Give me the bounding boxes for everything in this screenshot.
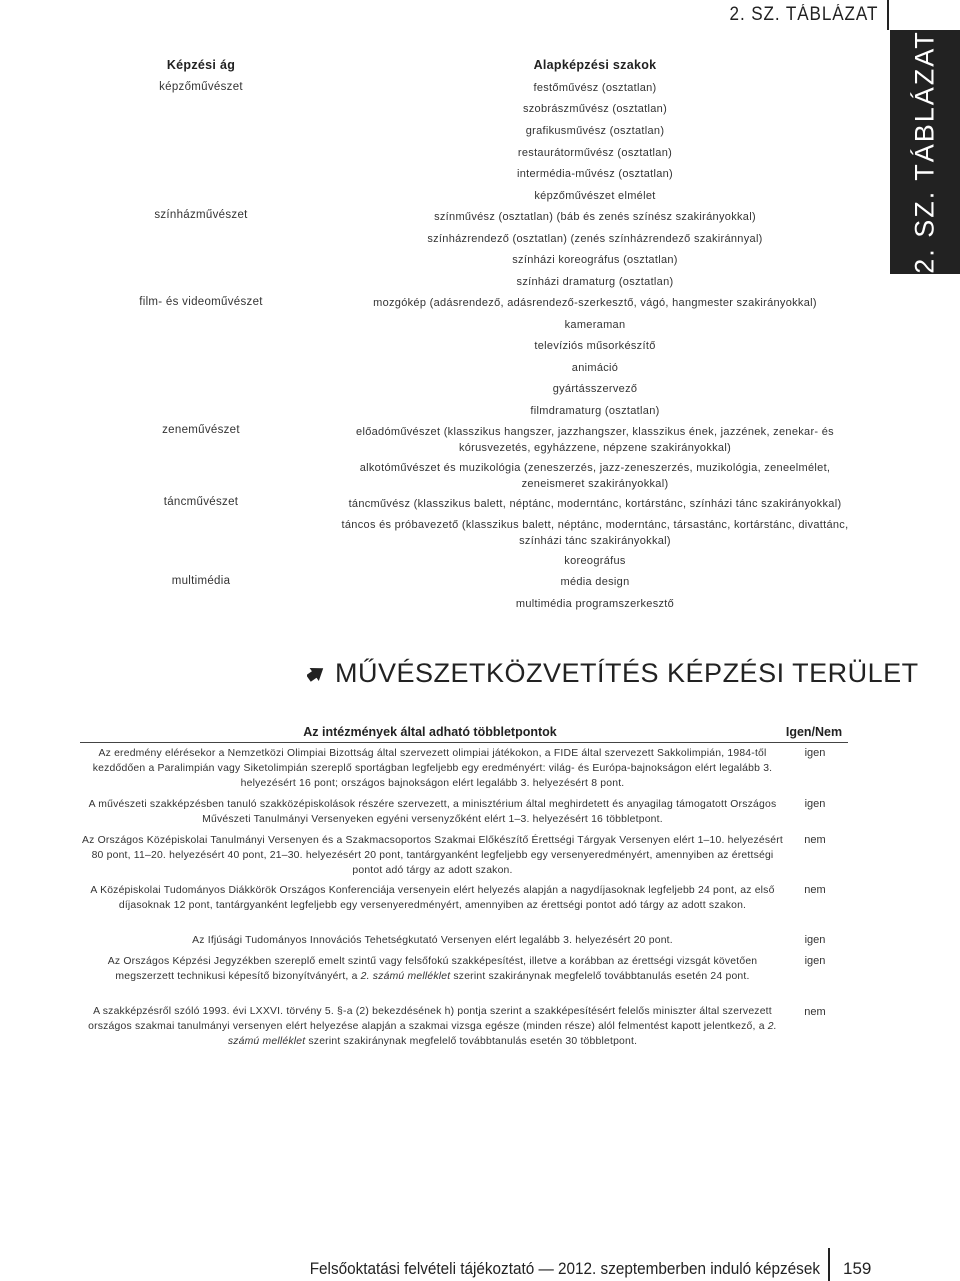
program-item: intermédia-művész (osztatlan) (516, 168, 674, 180)
program-item: szobrászművész (osztatlan) (522, 103, 668, 115)
table-row-value: igen (804, 934, 826, 946)
table-label: 2. SZ. TÁBLÁZAT (729, 4, 878, 25)
arrow-icon (307, 663, 327, 687)
program-item: animáció (571, 362, 619, 374)
program-item: gyártásszervező (552, 383, 638, 395)
table-row-value: nem (804, 834, 826, 846)
table-row-text: Az eredmény elérésekor a Nemzetközi Olimpiai Bizottság által szervezett olimpiai játékokon, a FIDE által szervezett Sakkolimpián, 1984-től kezdődően a Paralimpián vagy Siketolimpián szereplő sportágban legfeljebb egy eredményért: világ- és Európa-bajnokságon elért legalább 3. helyezésért 16 pont; országos bajnokságon elért legalább 3. helyezésért 8 pont. (92, 748, 773, 789)
annex-reference: 2. számú melléklet (360, 971, 451, 982)
program-item: színházi koreográfus (osztatlan) (512, 254, 678, 266)
category-item: film- és videoművészet (139, 296, 263, 308)
program-item: előadóművészet (klasszikus hangszer, jazzhangszer, klasszikus ének, jazzének, zenekar- és kórusvezetés, egyházzene, népzene szakirányokkal) (356, 426, 834, 454)
category-item: színházművészet (154, 209, 248, 221)
table-row-text-part: szerint szakiránynak megfelelő továbbtanulás esetén 30 többletpont. (305, 1036, 638, 1047)
footer-divider (828, 1248, 830, 1281)
program-item: média design (560, 576, 630, 588)
program-item: táncművész (klasszikus balett, néptánc, moderntánc, kortárstánc, színházi tánc szakirányokkal) (348, 498, 842, 510)
program-item: festőművész (osztatlan) (533, 82, 657, 94)
annex-reference: 2. számú melléklet (227, 1021, 777, 1047)
program-item: színházrendező (osztatlan) (zenés színházrendező szakiránnyal) (427, 233, 763, 245)
side-tab-label: 2. SZ. TÁBLÁZAT (909, 30, 940, 274)
table-row-value: igen (804, 747, 826, 759)
table-row-text (80, 1004, 785, 1049)
table-row-text: Az Ifjúsági Tudományos Innovációs Tehetségkutató Versenyen elért legalább 3. helyezésért 20 pont. (192, 935, 673, 946)
program-item: televíziós műsorkészítő (534, 340, 656, 352)
table-row-text-part: szerint szakiránynak megfelelő továbbtanulás esetén 24 pont. (450, 971, 750, 982)
program-item: képzőművészet elmélet (534, 190, 656, 202)
table-row-text: Az Országos Középiskolai Tanulmányi Versenyen és a Szakmacsoportos Szakmai Előkészítő Érettségi Tárgyak Versenyen elért 1–10. helyezésért 80 pont, 11–20. helyezésért 40 pont, 21–30. helyezésért 20 pont, tantárgyanként legfeljebb egy versenyeredményért, amennyiben az érettségi pontot adó tárgy az adott szakon. (81, 835, 783, 876)
program-column-header: Alapképzési szakok (533, 58, 657, 72)
header-divider (887, 0, 889, 30)
program-item: koreográfus (564, 555, 626, 567)
category-item: táncművészet (163, 496, 239, 508)
table-row-text: A művészeti szakképzésben tanuló szakközépiskolások részére szervezett, a minisztérium által meghirdetett és anyagilag támogatott Országos Művészeti Tanulmányi Versenyeken egyéni versenyzőként elért 1–3. helyezésért 16 többletpont. (88, 799, 777, 825)
table-row-value: igen (804, 955, 826, 967)
section-title: MŰVÉSZETKÖZVETÍTÉS KÉPZÉSI TERÜLET (335, 658, 919, 688)
program-item: színházi dramaturg (osztatlan) (516, 276, 674, 288)
category-item: multimédia (171, 575, 231, 587)
program-item: kameraman (564, 319, 626, 331)
table-row-text: A Középiskolai Tudományos Diákkörök Országos Konferenciája versenyein elért helyezés alapján a nagydíjasoknak legfeljebb 24 pont, az első díjasoknak 12 pont, tantárgyanként legfeljebb egy versenyeredményért, amennyiben az érettségi pontot adó tárgy az adott szakon. (90, 885, 775, 911)
table-row-text-part: A szakképzésről szóló 1993. évi LXXVI. törvény 5. §-a (2) bekezdésének h) pontja szerint a szakképesítésért felelős miniszter által szervezett országos szakmai tanulmányi versenyen elért helyezése alapján a szakmai vizsga egésze (minden része) alól felmentést kapott jelentkező, a (88, 1006, 772, 1032)
table-header-divider (80, 742, 848, 743)
category-column-header: Képzési ág (166, 58, 236, 72)
program-item: multimédia programszerkesztő (515, 598, 675, 610)
program-item: filmdramaturg (osztatlan) (530, 405, 660, 417)
table-row-text (80, 954, 785, 984)
footer-title: Felsőoktatási felvételi tájékoztató — 2012. szeptemberben induló képzések (309, 1259, 820, 1278)
program-item: grafikusművész (osztatlan) (525, 125, 665, 137)
program-item: mozgókép (adásrendező, adásrendező-szerkesztő, vágó, hangmester szakirányokkal) (373, 297, 817, 309)
table-header-bonus-points: Az intézmények által adható többletpontok (303, 725, 557, 739)
table-row-value: igen (804, 798, 826, 810)
category-item: képzőművészet (159, 81, 243, 93)
program-item: restaurátorművész (osztatlan) (517, 147, 673, 159)
category-item: zeneművészet (162, 424, 240, 436)
table-row-value: nem (804, 884, 826, 896)
table-header-yes-no: Igen/Nem (785, 725, 843, 739)
table-row-value: nem (804, 1006, 826, 1018)
table-row-text-part: Az Országos Képzési Jegyzékben szereplő emelt szintű vagy felsőfokú szakképesítést, illetve a korábban az érettségi vizsgát követően megszerzett technikusi képesítő bizonyítványért, a (107, 956, 758, 982)
page-number: 159 (843, 1259, 872, 1278)
program-item: alkotóművészet és muzikológia (zeneszerzés, jazz-zeneszerzés, muzikológia, zeneelmélet, zeneismeret szakirányokkal) (359, 462, 831, 490)
program-item: színművész (osztatlan) (báb és zenés színész szakirányokkal) (434, 211, 756, 223)
program-item: táncos és próbavezető (klasszikus balett, néptánc, moderntánc, társastánc, kortárstánc, divattánc, színházi tánc szakirányokkal) (341, 519, 849, 547)
